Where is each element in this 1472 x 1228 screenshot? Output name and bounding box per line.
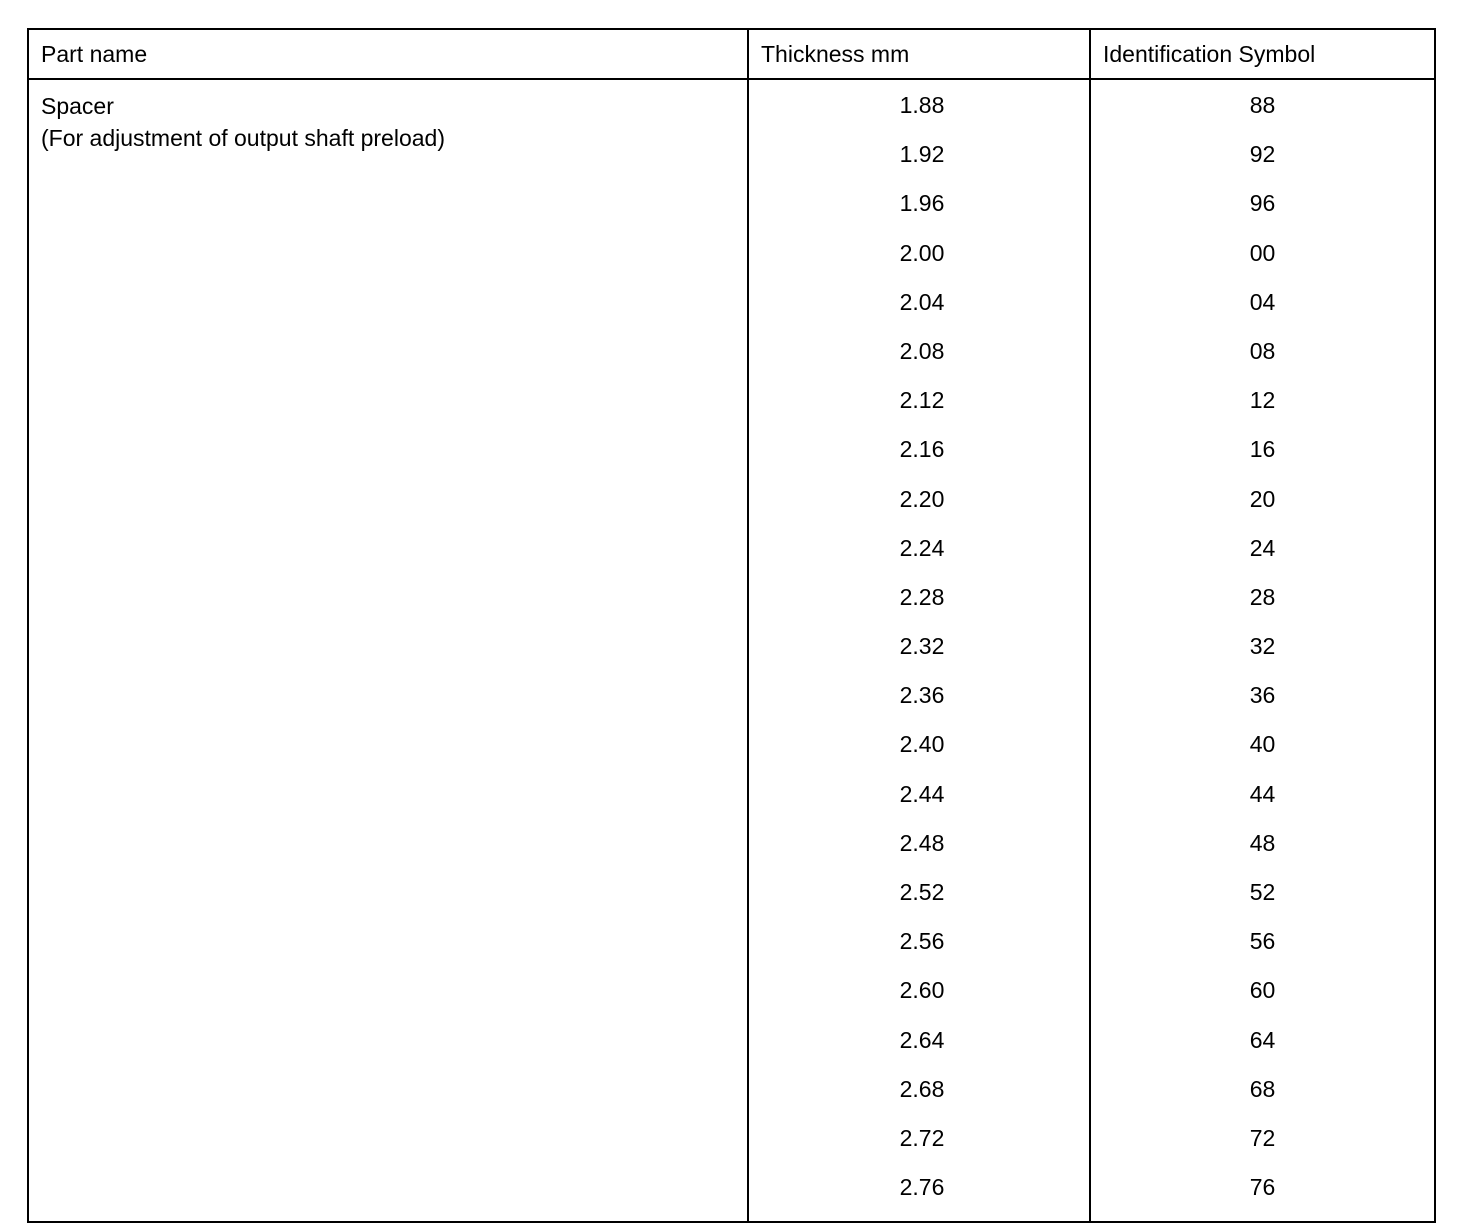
symbol-value-cell: 92	[1249, 141, 1276, 168]
symbol-value-cell: 24	[1249, 534, 1276, 561]
symbol-value-cell: 68	[1249, 1075, 1276, 1102]
thickness-value-cell: 2.04	[899, 288, 945, 315]
table-header-row	[29, 30, 1434, 80]
thickness-value-cell: 2.40	[899, 731, 945, 758]
symbol-value-cell: 28	[1249, 583, 1276, 610]
thickness-value-cell: 1.88	[899, 92, 945, 118]
thickness-value-cell: 2.64	[899, 1026, 945, 1053]
symbol-value-cell: 20	[1249, 485, 1276, 512]
thickness-value-cell: 2.16	[899, 436, 945, 463]
thickness-value-cell: 2.56	[899, 928, 945, 955]
symbol-value-cell: 16	[1249, 436, 1276, 463]
thickness-value-cell: 2.52	[899, 879, 945, 905]
thickness-value-cell: 2.28	[899, 583, 945, 610]
part-name-cell	[29, 80, 749, 1221]
symbol-value-cell: 76	[1249, 1174, 1276, 1201]
thickness-value-cell: 2.72	[899, 1124, 945, 1151]
thickness-value-cell: 2.44	[899, 780, 945, 807]
symbol-value-cell: 72	[1249, 1124, 1276, 1151]
thickness-value-cell: 2.60	[899, 977, 945, 1004]
thickness-value-cell: 2.12	[899, 387, 945, 414]
symbol-value-cell: 60	[1249, 977, 1276, 1004]
symbol-value-cell: 64	[1249, 1026, 1276, 1053]
symbol-value-cell: 32	[1249, 633, 1276, 660]
thickness-value-cell: 2.00	[899, 239, 945, 266]
thickness-value-cell: 2.32	[899, 633, 945, 660]
thickness-value-cell: 1.92	[899, 141, 945, 168]
symbol-value-cell: 52	[1249, 879, 1276, 905]
thickness-value-cell: 2.48	[899, 829, 945, 856]
thickness-value-cell: 2.68	[899, 1075, 945, 1102]
thickness-column	[749, 80, 1091, 1221]
thickness-value-cell: 2.76	[899, 1174, 945, 1201]
symbol-value-cell: 40	[1249, 731, 1276, 758]
symbol-value-cell: 48	[1249, 829, 1276, 856]
thickness-value-cell: 2.08	[899, 337, 945, 364]
symbol-value-cell: 04	[1249, 288, 1276, 315]
part-note: (For adjustment of output shaft preload)	[41, 125, 445, 151]
symbol-value-cell: 44	[1249, 780, 1276, 807]
symbol-column	[1091, 80, 1434, 1221]
thickness-value-cell: 2.20	[899, 485, 945, 512]
symbol-value-cell: 36	[1249, 682, 1276, 709]
header-thickness: Thickness mm	[749, 30, 1091, 78]
symbol-value-cell: 12	[1249, 387, 1276, 414]
symbol-value-cell: 96	[1249, 190, 1276, 217]
thickness-value-cell: 2.24	[899, 534, 945, 561]
table-body-row	[29, 80, 1434, 1221]
symbol-value-cell: 08	[1249, 337, 1276, 364]
part-name: Spacer	[41, 93, 114, 119]
header-part-name: Part name	[29, 30, 749, 78]
symbol-value-cell: 56	[1249, 928, 1276, 955]
thickness-value-cell: 1.96	[899, 190, 945, 217]
symbol-value-cell: 88	[1249, 92, 1276, 118]
header-identification-symbol: Identification Symbol	[1103, 41, 1316, 67]
symbol-value-cell: 00	[1249, 239, 1276, 266]
thickness-value-cell: 2.36	[899, 682, 945, 709]
spacer-spec-table	[27, 28, 1436, 1223]
